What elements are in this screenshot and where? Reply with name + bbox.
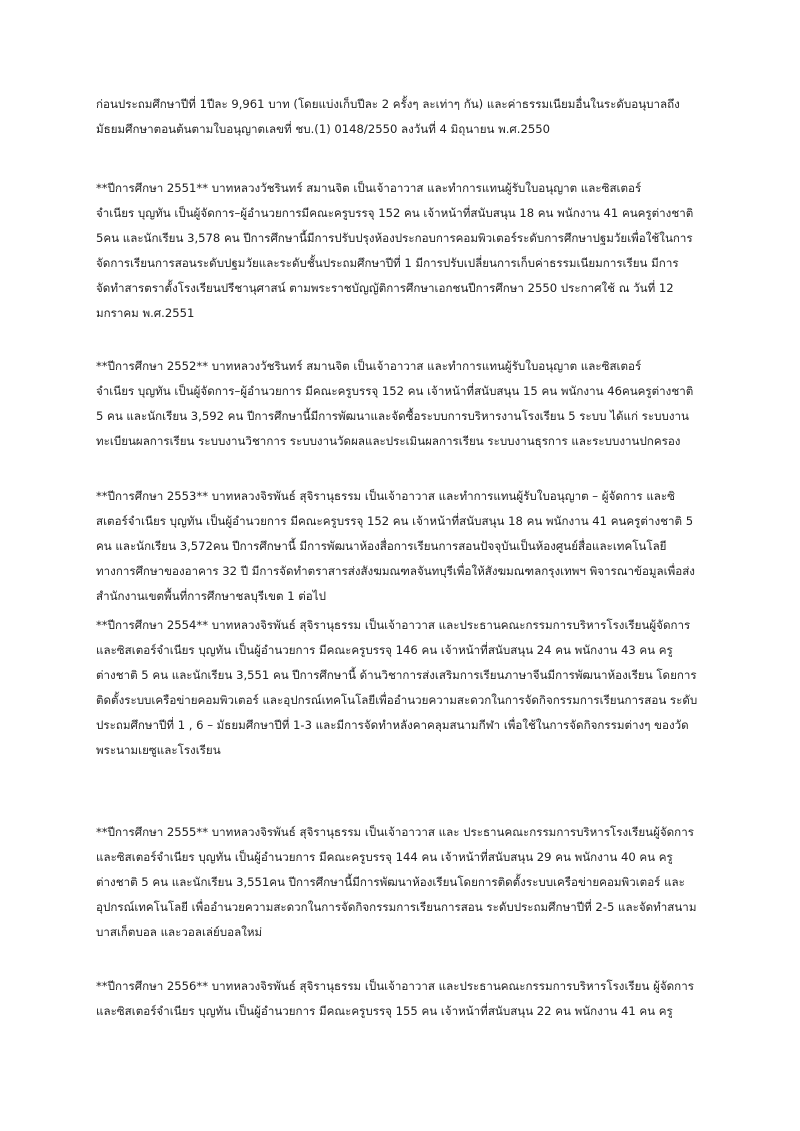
text-line: **ปีการศึกษา 2552** บาทหลวงวัชรินทร์ สมานจิต เป็นเจ้าอาวาส และทำการแทนผู้รับใบอนุญาต และซิสเตอร์	[96, 359, 642, 373]
text-line: พระนามเยซูและโรงเรียน	[96, 743, 221, 757]
text-line: **ปีการศึกษา 2553** บาทหลวงจิรพันธ์ สุจิรานุธรรม เป็นเจ้าอาวาส และทำการแทนผู้รับใบอนุญาต – ผู้จัดการ และซิ	[96, 489, 676, 503]
text-line: และซิสเตอร์จำเนียร บุญทัน เป็นผู้อำนวยการ มีคณะครูบรรจุ 146 คน เจ้าหน้าที่สนับสนุน 24 คน พนักงาน 43 คน ครู	[96, 643, 673, 657]
text-line: 5คน และนักเรียน 3,578 คน ปีการศึกษานี้มีการปรับปรุงห้องประกอบการคอมพิวเตอร์ระดับการศึกษาปฐมวัยเพื่อใช้ในการ	[96, 231, 693, 245]
text-line: สเตอร์จำเนียร บุญทัน เป็นผู้อำนวยการ มีคณะครูบรรจุ 152 คน เจ้าหน้าที่สนับสนุน 18 คน พนักงาน 41 คนครูต่างชาติ 5	[96, 514, 694, 528]
text-line: **ปีการศึกษา 2554** บาทหลวงจิรพันธ์ สุจิรานุธรรม เป็นเจ้าอาวาส และประธานคณะกรรมการบริหารโรงเรียนผู้จัดการ	[96, 618, 691, 632]
text-line: จัดทำสารตราตั้งโรงเรียนปรีชานุศาสน์ ตามพระราชบัญญัติการศึกษาเอกชนปีการศึกษา 2550 ประกาศใช้ ณ วันที่ 12	[96, 281, 674, 295]
paragraph-year-2556	[96, 974, 716, 1024]
text-line: และซิสเตอร์จำเนียร บุญทัน เป็นผู้อำนวยการ มีคณะครูบรรจุ 144 คน เจ้าหน้าที่สนับสนุน 29 คน พนักงาน 40 คน ครู	[96, 850, 673, 864]
paragraph-year-2551	[96, 176, 716, 326]
paragraph-tuition-intro	[96, 92, 716, 142]
text-line: และซิสเตอร์จำเนียร บุญทัน เป็นผู้อำนวยการ มีคณะครูบรรจุ 155 คน เจ้าหน้าที่สนับสนุน 22 คน พนักงาน 41 คน ครู	[96, 1004, 673, 1018]
text-line: บาสเก็ตบอล และวอลเล่ย์บอลใหม่	[96, 925, 263, 939]
text-line: **ปีการศึกษา 2555** บาทหลวงจิรพันธ์ สุจิรานุธรรม เป็นเจ้าอาวาส และ ประธานคณะกรรมการบริหารโรงเรียนผู้จัดการ	[96, 825, 694, 839]
text-line: ทางการศึกษาของอาคาร 32 ปี มีการจัดทำตราสารส่งสังฆมณฑลจันทบุรีเพื่อให้สังฆมณฑลกรุงเทพฯ พิจารณาข้อมูลเพื่อส่ง	[96, 564, 695, 578]
text-line: ประถมศึกษาปีที่ 1 , 6 – มัธยมศึกษาปีที่ 1-3 และมีการจัดทำหลังคาคลุมสนามกีฬา เพื่อใช้ในการจัดกิจกรรมต่างๆ ของวัด	[96, 718, 689, 732]
text-line: ติดตั้งระบบเครือข่ายคอมพิวเตอร์ และอุปกรณ์เทคโนโลยีเพื่ออำนวยความสะดวกในการจัดกิจกรรมการเรียนการสอน ระดับ	[96, 693, 698, 707]
text-line: ทะเบียนผลการเรียน ระบบงานวิชาการ ระบบงานวัดผลและประเมินผลการเรียน ระบบงานธุรการ และระบบงานปกครอง	[96, 434, 681, 448]
text-line: ก่อนประถมศึกษาปีที่ 1ปีละ 9,961 บาท (โดยแบ่งเก็บปีละ 2 ครั้งๆ ละเท่าๆ กัน) และค่าธรรมเนียมอื่นในระดับอนุบาลถึง	[96, 97, 680, 111]
paragraph-year-2554	[96, 613, 716, 763]
text-line: ต่างชาติ 5 คน และนักเรียน 3,551 คน ปีการศึกษานี้ ด้านวิชาการส่งเสริมการเรียนภาษาจีนมีการพัฒนาห้องเรียน โดยการ	[96, 668, 697, 682]
text-line: คน และนักเรียน 3,572คน ปีการศึกษานี้ มีการพัฒนาห้องสื่อการเรียนการสอนปัจจุบันเป็นห้องศูนย์สื่อและเทคโนโลยี	[96, 539, 667, 553]
paragraph-year-2552	[96, 354, 716, 454]
text-line: **ปีการศึกษา 2556** บาทหลวงจิรพันธ์ สุจิรานุธรรม เป็นเจ้าอาวาส และประธานคณะกรรมการบริหารโรงเรียน ผู้จัดการ	[96, 979, 694, 993]
text-line: อุปกรณ์เทคโนโลยี เพื่ออำนวยความสะดวกในการจัดกิจกรรมการเรียนการสอน ระดับประถมศึกษาปีที่ 2-5 และจัดทำสนาม	[96, 900, 697, 914]
paragraph-year-2553	[96, 484, 716, 609]
paragraph-year-2555	[96, 820, 716, 945]
text-line: สำนักงานเขตพื้นที่การศึกษาชลบุรีเขต 1 ต่อไป	[96, 589, 326, 603]
text-line: **ปีการศึกษา 2551** บาทหลวงวัชรินทร์ สมานจิต เป็นเจ้าอาวาส และทำการแทนผู้รับใบอนุญาต และซิสเตอร์	[96, 181, 642, 195]
text-line: จำเนียร บุญทัน เป็นผู้จัดการ–ผู้อำนวยการ มีคณะครูบรรจุ 152 คน เจ้าหน้าที่สนับสนุน 15 คน พนักงาน 46คนครูต่างชาติ	[96, 384, 694, 398]
text-line: ต่างชาติ 5 คน และนักเรียน 3,551คน ปีการศึกษานี้มีการพัฒนาห้องเรียนโดยการติดตั้งระบบเครือข่ายคอมพิวเตอร์ และ	[96, 875, 685, 889]
text-line: 5 คน และนักเรียน 3,592 คน ปีการศึกษานี้มีการพัฒนาและจัดซื้อระบบการบริหารงานโรงเรียน 5 ระบบ ได้แก่ ระบบงาน	[96, 409, 689, 423]
text-line: จำเนียร บุญทัน เป็นผู้จัดการ–ผู้อำนวยการมีคณะครูบรรจุ 152 คน เจ้าหน้าที่สนับสนุน 18 คน พนักงาน 41 คนครูต่างชาติ	[96, 206, 694, 220]
text-line: มกราคม พ.ศ.2551	[96, 306, 195, 320]
text-line: มัธยมศึกษาตอนต้นตามใบอนุญาตเลขที่ ชบ.(1) 0148/2550 ลงวันที่ 4 มิถุนายน พ.ศ.2550	[96, 122, 550, 136]
text-line: จัดการเรียนการสอนระดับปฐมวัยและระดับชั้นประถมศึกษาปีที่ 1 มีการปรับเปลี่ยนการเก็บค่าธรรมเนียมการเรียน มีการ	[96, 256, 679, 270]
